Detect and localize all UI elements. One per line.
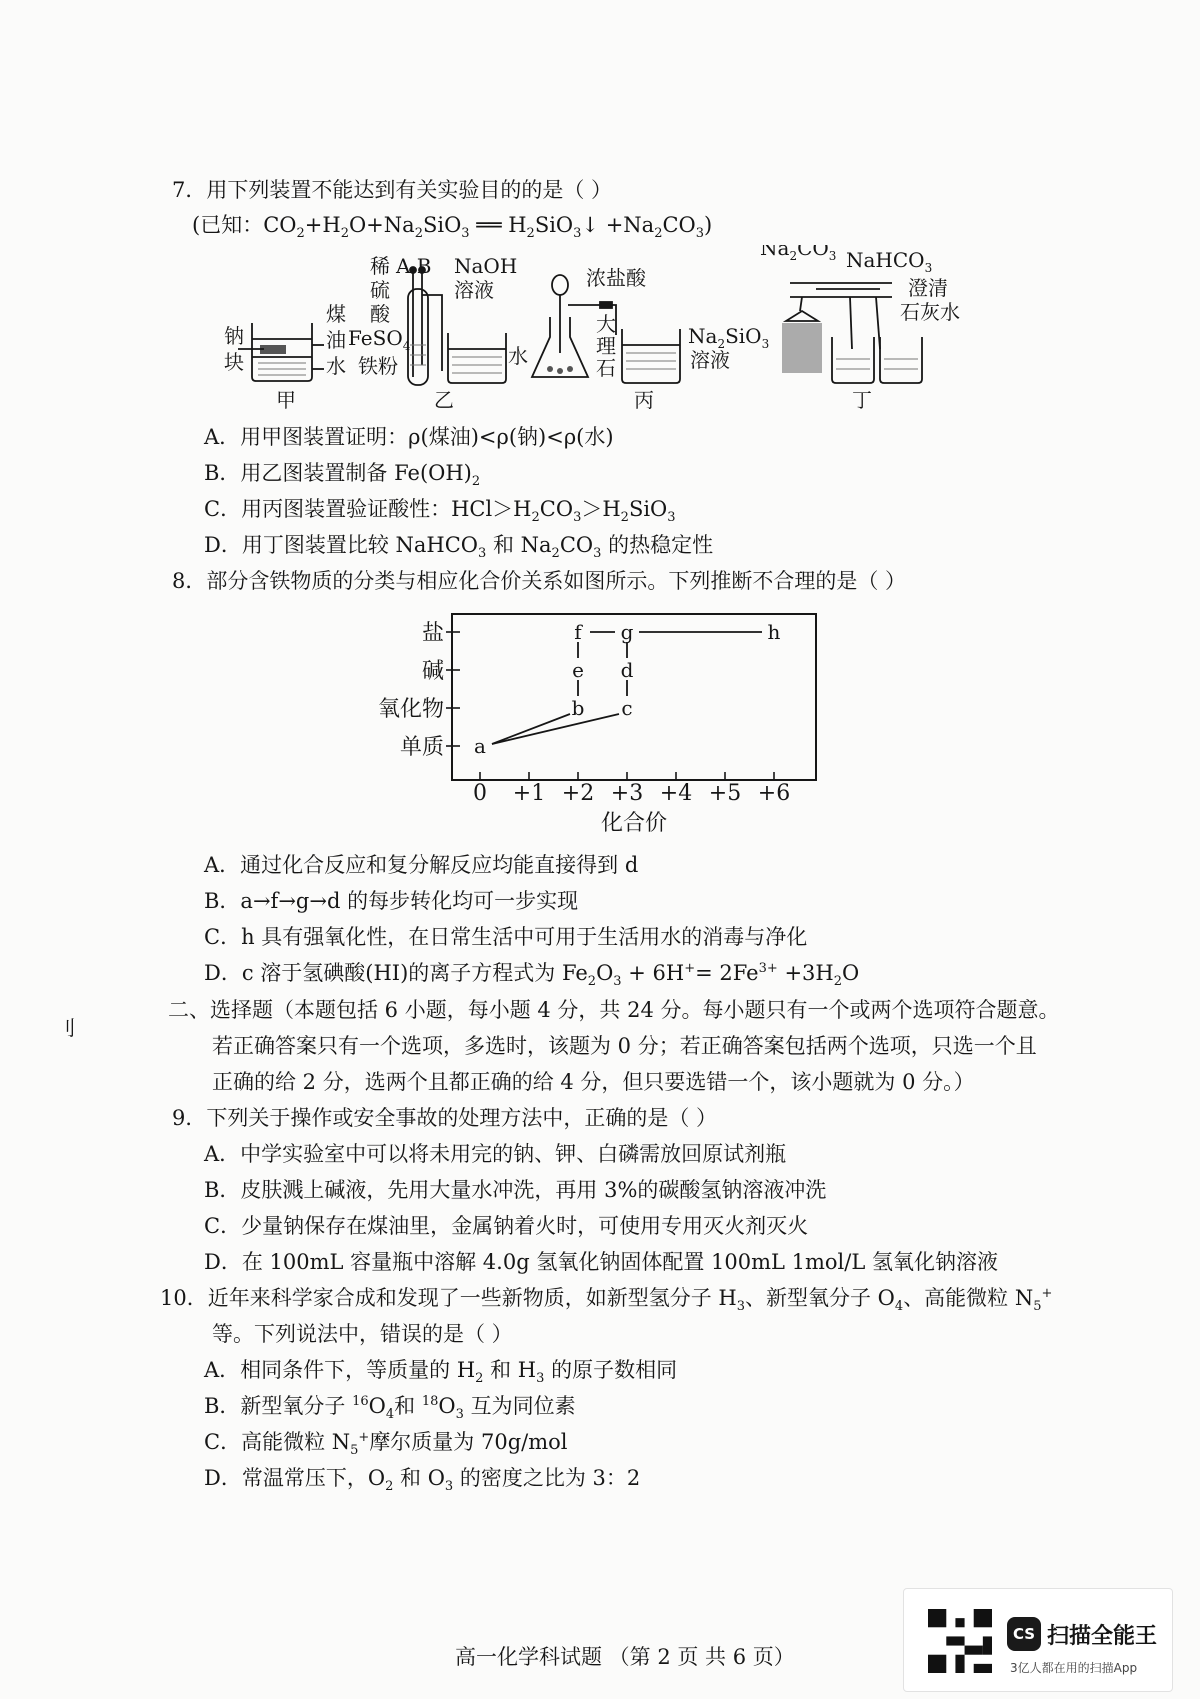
label-kerosene-2: 油 (326, 328, 346, 352)
label-kerosene-1: 煤 (326, 302, 346, 326)
q7-option-d: D．用丁图装置比较 NaHCO$_3$ 和 $Na_2CO_3$ 的热稳定性 (204, 533, 714, 562)
x-tick-label: +4 (659, 781, 693, 806)
y-tick-label: 单质 (399, 735, 444, 760)
x-tick-label: 0 (473, 781, 487, 806)
label-iron-powder: 铁粉 (358, 354, 398, 378)
chart-xlabel: 化合价 (600, 811, 668, 836)
q7-option-a: A．用甲图装置证明：ρ(煤油)<ρ(钠)<ρ(水) (204, 425, 614, 449)
q10-stem-line-2: 等。下列说法中，错误的是（ ） (212, 1322, 513, 1346)
label-yi: 乙 (434, 388, 454, 412)
label-limewater-2: 石灰水 (900, 300, 960, 324)
q7-known-equation: (已知：$CO_2+H_2O+Na_2SiO_3$ ══ $H_2SiO_3↓ +Na_2CO_3$) (192, 213, 713, 242)
q10-option-a: A．相同条件下，等质量的 $H_2$ 和 $H_3$ 的原子数相同 (204, 1358, 678, 1387)
side-margin-mark: 刂 (56, 1016, 76, 1040)
q9-option-d: D．在 100mL 容量瓶中溶解 4.0g 氢氧化钠固体配置 100mL 1mol/L 氢氧化钠溶液 (204, 1250, 998, 1274)
chart-frame (452, 614, 816, 780)
label-dilute-2: 硫 (370, 278, 390, 302)
label-na-block-2: 块 (224, 350, 244, 374)
chart-point-b: b (571, 696, 585, 720)
q8-option-a: A．通过化合反应和复分解反应均能直接得到 d (204, 853, 639, 877)
q9-option-a: A．中学实验室中可以将未用完的钠、钾、白磷需放回原试剂瓶 (204, 1142, 787, 1166)
label-ab: A B (396, 254, 432, 278)
q7-option-c: C．用丙图装置验证酸性：$HCl>H_2CO_3>H_2SiO_3$ (204, 497, 676, 526)
q10-option-b: B．新型氧分子 $^{16}O_4$和 $^{18}O_3$ 互为同位素 (204, 1394, 576, 1423)
label-feso4: FeSO$_4$ (348, 326, 411, 353)
q8-chart (360, 600, 880, 854)
label-water-yi: 水 (508, 344, 528, 368)
label-conc-hcl: 浓盐酸 (586, 266, 646, 290)
label-marble-3: 石 (596, 356, 616, 380)
page-footer: 高一化学科试题 （第 2 页 共 6 页） (455, 1645, 795, 1669)
y-tick-label: 碱 (421, 659, 444, 684)
qr-code-icon (928, 1609, 992, 1673)
label-marble-2: 理 (596, 334, 616, 358)
q8-stem: 8．部分含铁物质的分类与相应化合价关系如图所示。下列推断不合理的是（ ） (172, 569, 907, 593)
label-na2sio3-solution: 溶液 (690, 348, 730, 372)
q10-option-d: D．常温常压下，$O_2$ 和 $O_3$ 的密度之比为 3：2 (204, 1466, 641, 1495)
q8-option-d: D．c 溶于氢碘酸(HI)的离子方程式为 $Fe_2O_3 + 6H^+= 2Fe^{3+} +3H_2O$ (204, 961, 860, 990)
y-tick-label: 盐 (421, 621, 444, 646)
q8-option-c: C．h 具有强氧化性，在日常生活中可用于生活用水的消毒与净化 (204, 925, 808, 949)
label-bing: 丙 (634, 388, 654, 412)
q9-option-b: B．皮肤溅上碱液，先用大量水冲洗，再用 3%的碳酸氢钠溶液冲洗 (204, 1178, 827, 1202)
label-limewater-1: 澄清 (908, 276, 948, 300)
q7-option-b: B．用乙图装置制备 $Fe(OH)_2$ (204, 461, 481, 490)
q8-option-b: B．a→f→g→d 的每步转化均可一步实现 (204, 889, 579, 913)
label-na2sio3: $Na_2SiO_3$ (688, 324, 770, 351)
chart-point-a: a (474, 734, 486, 758)
q9-option-c: C．少量钠保存在煤油里，金属钠着火时，可使用专用灭火剂灭火 (204, 1214, 809, 1238)
section2-line-2: 若正确答案只有一个选项，多选时，该题为 0 分；若正确答案包括两个选项，只选一个且 (212, 1034, 1037, 1058)
watermark-subtitle: 3亿人都在用的扫描App (1010, 1661, 1138, 1675)
q9-stem: 9．下列关于操作或安全事故的处理方法中，正确的是（ ） (172, 1106, 718, 1130)
q7-stem: 7．用下列装置不能达到有关实验目的的是（ ） (172, 178, 613, 202)
section2-line-3: 正确的给 2 分，选两个且都正确的给 4 分，但只要选错一个，该小题就为 0 分。） (212, 1070, 975, 1094)
apparatus-ding (782, 283, 922, 383)
x-tick-label: +2 (561, 781, 595, 806)
label-ding: 丁 (852, 388, 872, 412)
camscanner-logo: CS (1007, 1617, 1041, 1651)
chart-link-a-c (492, 714, 619, 744)
label-dilute-1: 稀 (370, 254, 390, 278)
label-naoh: NaOH (454, 254, 518, 278)
label-dilute-3: 酸 (370, 302, 390, 326)
watermark-title: 扫描全能王 (1047, 1624, 1158, 1649)
label-na2co3: $Na_2CO_3$ (760, 245, 837, 263)
q7-apparatus-figure (220, 245, 990, 429)
label-water-jia: 水 (326, 354, 346, 378)
section2-line-1: 二、选择题（本题包括 6 小题，每小题 4 分，共 24 分。每小题只有一个或两个选项符合题意。 (168, 998, 1060, 1022)
label-nahco3: NaHCO$_3$ (846, 248, 933, 275)
label-jia: 甲 (276, 388, 296, 412)
chart-point-h: h (767, 620, 781, 644)
chart-point-f: f (574, 620, 582, 644)
chart-point-c: c (621, 696, 633, 720)
x-tick-label: +1 (512, 781, 546, 806)
chart-point-d: d (620, 658, 634, 682)
scanner-watermark (903, 1588, 1173, 1692)
x-tick-label: +6 (757, 781, 791, 806)
label-na-block-1: 钠 (224, 324, 244, 348)
x-tick-label: +5 (708, 781, 742, 806)
y-tick-label: 氧化物 (377, 697, 444, 722)
label-naoh-solution: 溶液 (454, 278, 494, 302)
apparatus-jia (238, 323, 324, 381)
x-tick-label: +3 (610, 781, 644, 806)
q10-option-c: C．高能微粒 $N_5^+$摩尔质量为 70g/mol (204, 1430, 568, 1459)
chart-point-e: e (572, 658, 584, 682)
chart-point-g: g (620, 620, 634, 644)
label-marble-1: 大 (596, 312, 616, 336)
q10-stem-line-1: 10．近年来科学家合成和发现了一些新物质，如新型氢分子 $H_3$、新型氧分子 $O_4$、高能微粒 $N_5^+$ (160, 1286, 1053, 1315)
